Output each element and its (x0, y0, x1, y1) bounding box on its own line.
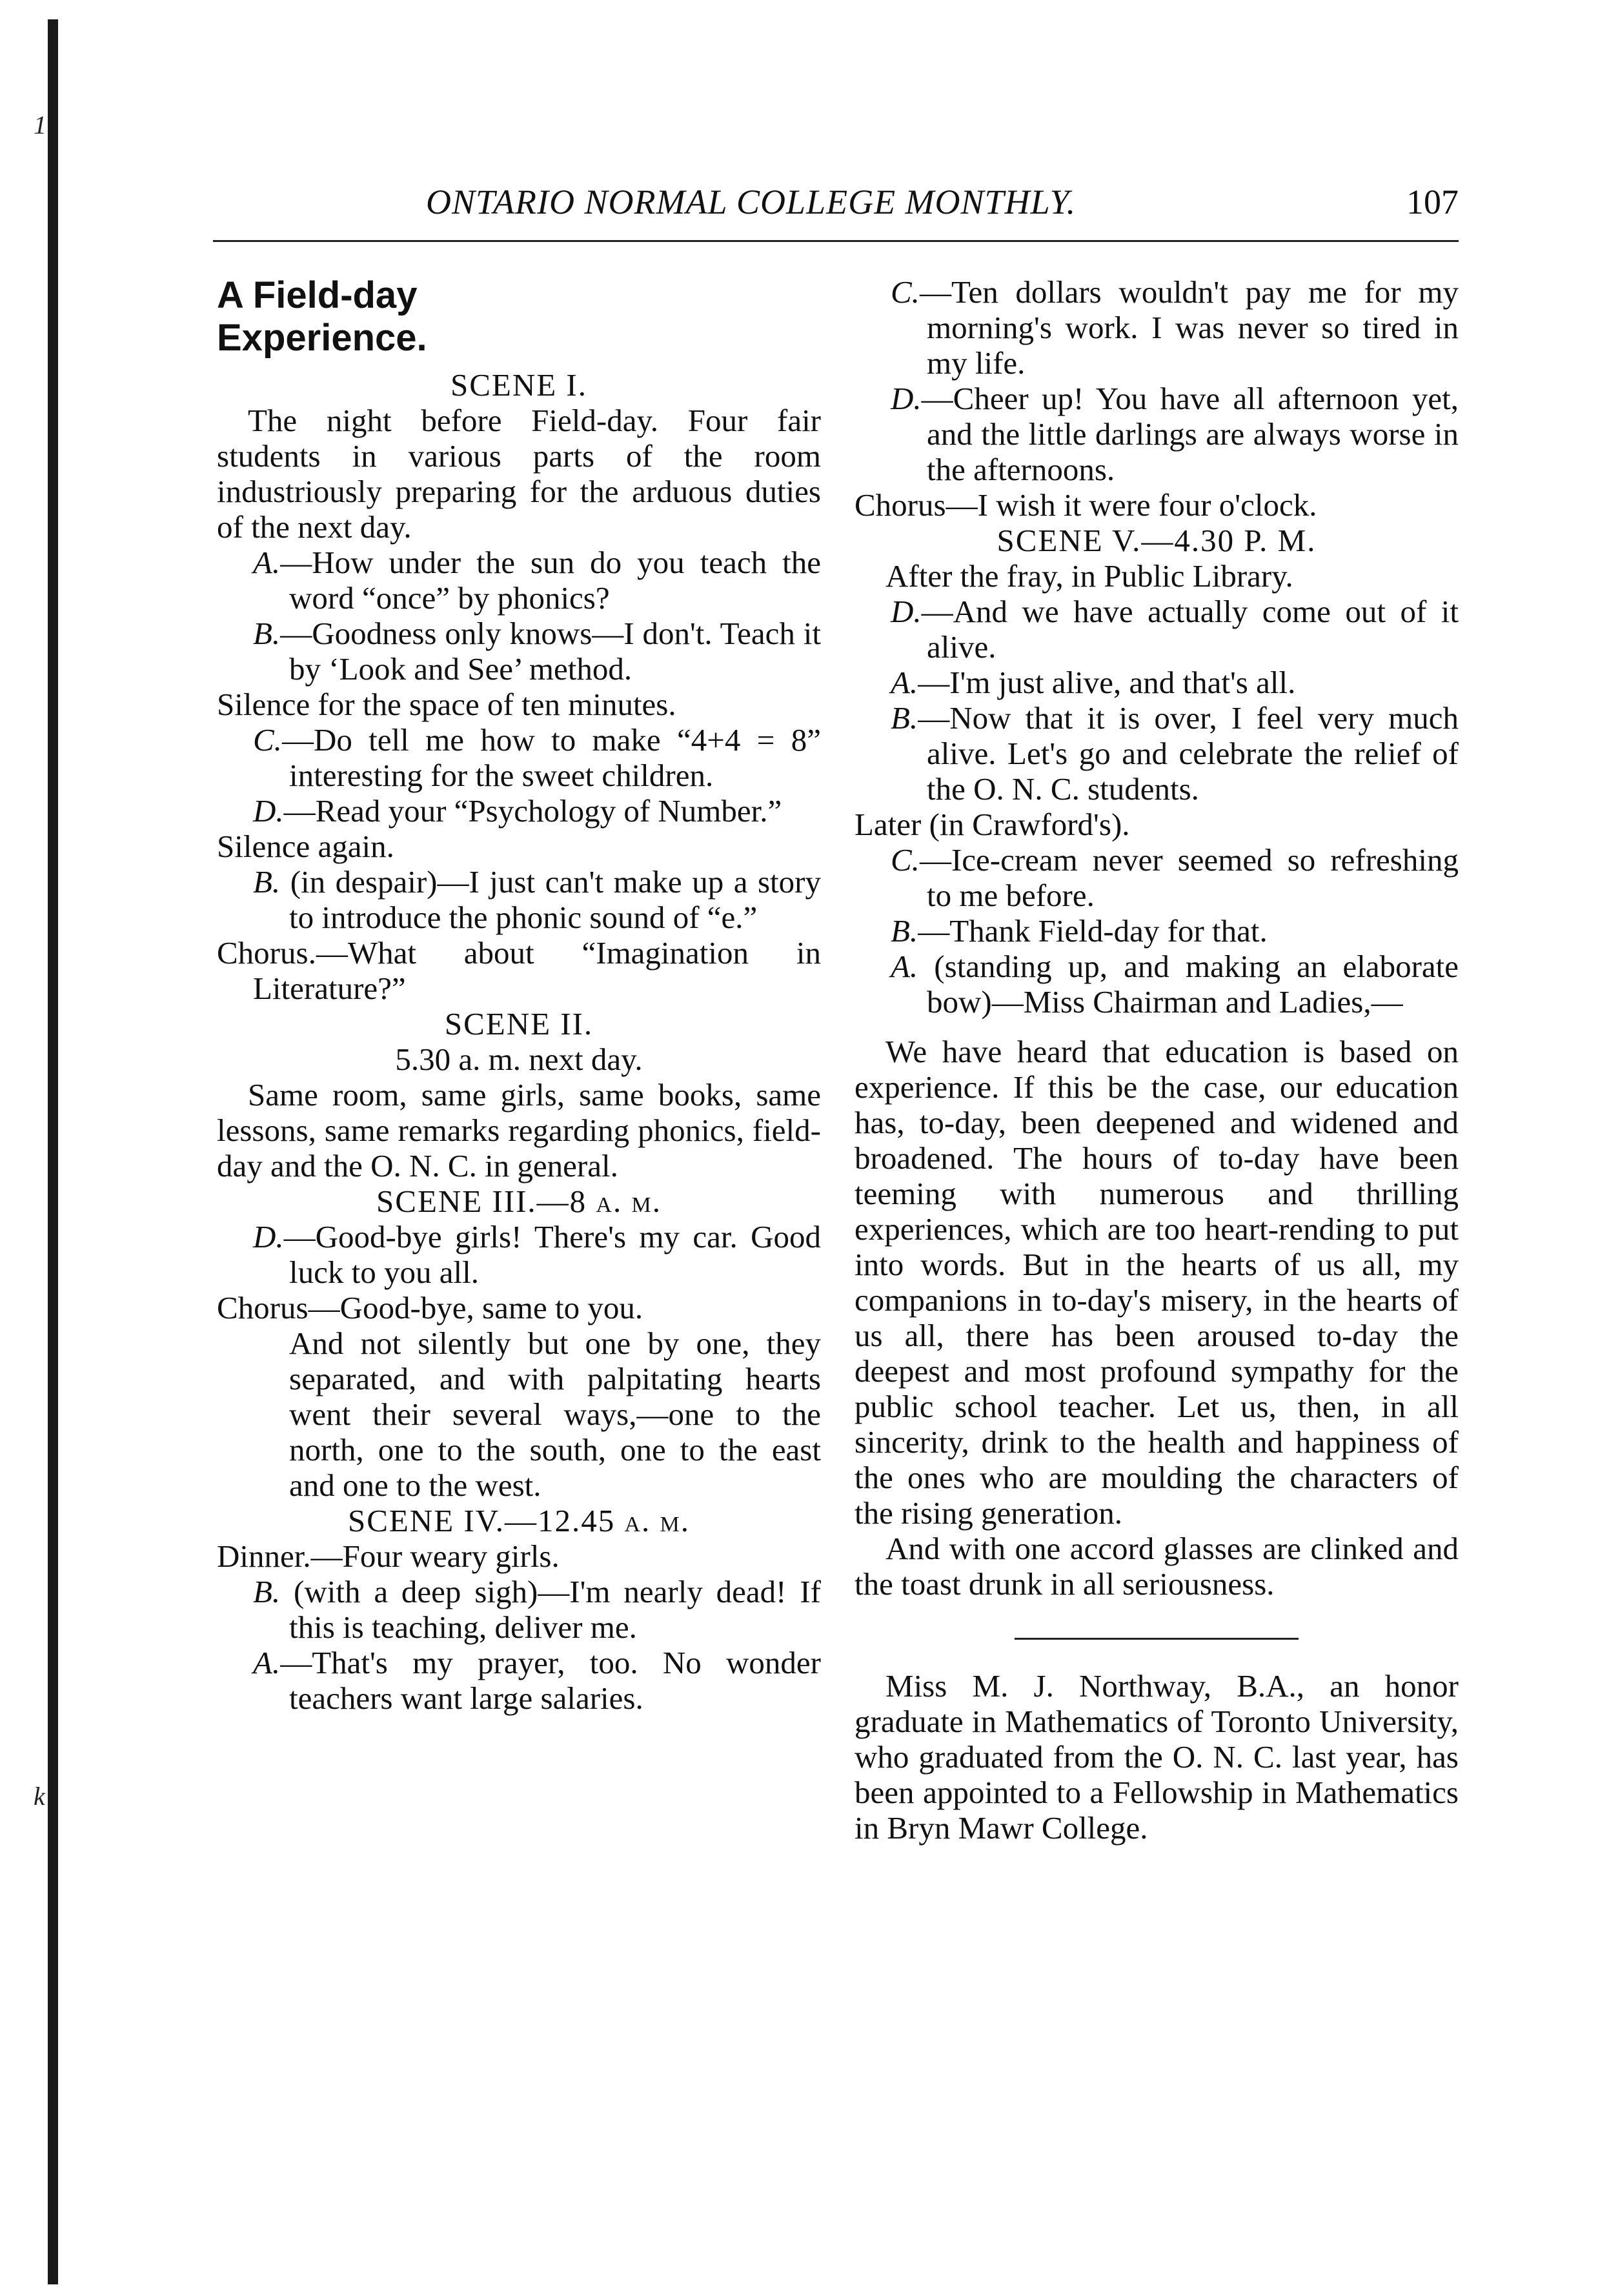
chorus-line: Chorus—I wish it were four o'clock. (855, 487, 1317, 523)
chorus-line: Chorus.—What about “Imagination in Literature?” (217, 935, 821, 1006)
speech-text: —Cheer up! You have all afternoon yet, and the little darlings are always worse in the afternoons. (921, 381, 1459, 487)
speaker: B. (253, 864, 281, 900)
left-column (217, 274, 821, 1716)
paragraph: We have heard that education is based on experience. If this be the case, our education has, to-day, been deepened and widened and broadened. The hours of to-day have been teeming with numerous and thrilling experiences, which are too heart-rending to put into words. But in the hearts of us all, my companions in to-day's misery, in the hearts of us all, there has been aroused to-day the deepest and most profound sympathy for the public school teacher. Let us, then, in all sincerity, drink to the health and happiness of the ones who are moulding the characters of the rising generation. (855, 1034, 1459, 1531)
speech-text: —Ice-cream never seemed so refreshing to me before. (919, 842, 1459, 913)
speech-text: —Ten dollars wouldn't pay me for my morning's work. I was never so tired in my life. (919, 274, 1459, 381)
speaker: B. (253, 1574, 281, 1609)
speech-text: —Thank Field-day for that. (918, 913, 1268, 949)
scene-heading: SCENE IV.—12.45 a. m. (347, 1503, 691, 1538)
narration: And not silently but one by one, they separated, and with palpitating hearts went their several ways,—one to the north, one to the south, one to the east and one to the west. (289, 1325, 821, 1503)
speaker: A. (891, 665, 918, 700)
speech-text: —How under the sun do you teach the word “once” by phonics? (280, 545, 821, 616)
speaker: C. (891, 842, 920, 878)
edge-mark: 1 (34, 110, 46, 139)
binding-edge (48, 19, 58, 2284)
page-number: 107 (1406, 183, 1459, 221)
speech-text: —Good-bye girls! There's my car. Good luck to you all. (283, 1219, 821, 1290)
speaker: D. (253, 793, 284, 829)
dialogue-line (217, 1645, 821, 1716)
dialogue-line (217, 864, 821, 935)
running-title: ONTARIO NORMAL COLLEGE MONTHLY. (426, 183, 1077, 221)
speaker: D. (891, 594, 922, 629)
stage-direction: Silence for the space of ten minutes. (217, 687, 676, 722)
stage-direction: Dinner.—Four weary girls. (217, 1538, 560, 1574)
article-title-line: Experience. (217, 317, 427, 359)
speaker: D. (891, 381, 922, 416)
dialogue-line (855, 842, 1459, 913)
chorus-line: Chorus—Good-bye, same to you. (217, 1290, 643, 1325)
dialogue-line (855, 913, 1459, 949)
dialogue-line (217, 722, 821, 793)
paragraph: The night before Field-day. Four fair students in various parts of the room industriously preparing for the arduous duties of the next day. (217, 403, 821, 545)
speech-text: —I'm just alive, and that's all. (918, 665, 1296, 700)
dialogue-line (855, 665, 1459, 700)
stage-direction: After the fray, in Public Library. (885, 558, 1293, 594)
paragraph: Same room, same girls, same books, same lessons, same remarks regarding phonics, field-day and the O. N. C. in general. (217, 1077, 821, 1183)
dialogue-line (217, 1574, 821, 1645)
scene-heading: SCENE III.—8 a. m. (376, 1183, 662, 1219)
dialogue-line (855, 274, 1459, 381)
running-head (213, 182, 1459, 242)
dialogue-line (855, 700, 1459, 807)
dialogue-line (855, 381, 1459, 487)
speaker: B. (891, 700, 918, 736)
speaker: A. (253, 545, 281, 580)
scene-heading: SCENE II. (444, 1006, 594, 1042)
article-title-line: A Field-day (217, 274, 418, 316)
speech-text: —Goodness only knows—I don't. Teach it by ‘Look and See’ method. (280, 616, 821, 687)
speech-text: (with a deep sigh)—I'm nearly dead! If this is teaching, deliver me. (280, 1574, 821, 1645)
news-note: Miss M. J. Northway, B.A., an honor graduate in Mathematics of Toronto University, who graduated from the O. N. C. last year, has been appointed to a Fellowship in Mathematics in Bryn Mawr College. (855, 1668, 1459, 1846)
speaker: A. (253, 1645, 281, 1680)
speech-text: (standing up, and making an elaborate bow)—Miss Chairman and Ladies,— (918, 949, 1459, 1020)
scene-heading: SCENE I. (450, 367, 587, 403)
dialogue-line (217, 545, 821, 616)
speaker: B. (891, 913, 918, 949)
article-title (217, 274, 821, 359)
paragraph: And with one accord glasses are clinked and the toast drunk in all seriousness. (855, 1531, 1459, 1602)
section-divider (1015, 1638, 1299, 1640)
speaker: A. (891, 949, 918, 984)
speaker: B. (253, 616, 281, 651)
edge-mark: k (34, 1782, 45, 1811)
speaker: C. (253, 722, 282, 758)
speech-text: —Now that it is over, I feel very much alive. Let's go and celebrate the relief of the O. N. C. students. (918, 700, 1459, 807)
speaker: D. (253, 1219, 284, 1254)
dialogue-line (855, 949, 1459, 1020)
right-column (855, 274, 1459, 1846)
speech-text: —That's my prayer, too. No wonder teachers want large salaries. (280, 1645, 821, 1716)
dialogue-line (217, 1219, 821, 1290)
stage-direction: Later (in Crawford's). (855, 807, 1130, 842)
scene-time: 5.30 a. m. next day. (395, 1042, 643, 1077)
speaker: C. (891, 274, 920, 310)
speech-text: —And we have actually come out of it alive. (921, 594, 1459, 665)
speech-text: (in despair)—I just can't make up a story to introduce the phonic sound of “e.” (280, 864, 821, 935)
speech-text: —Read your “Psychology of Number.” (283, 793, 782, 829)
stage-direction: Silence again. (217, 829, 394, 864)
scene-heading: SCENE V.—4.30 P. M. (996, 523, 1317, 558)
dialogue-line (217, 616, 821, 687)
speech-text: —Do tell me how to make “4+4 = 8” interesting for the sweet children. (281, 722, 821, 793)
dialogue-line (217, 793, 821, 829)
dialogue-line (855, 594, 1459, 665)
spacer (855, 1020, 1459, 1034)
